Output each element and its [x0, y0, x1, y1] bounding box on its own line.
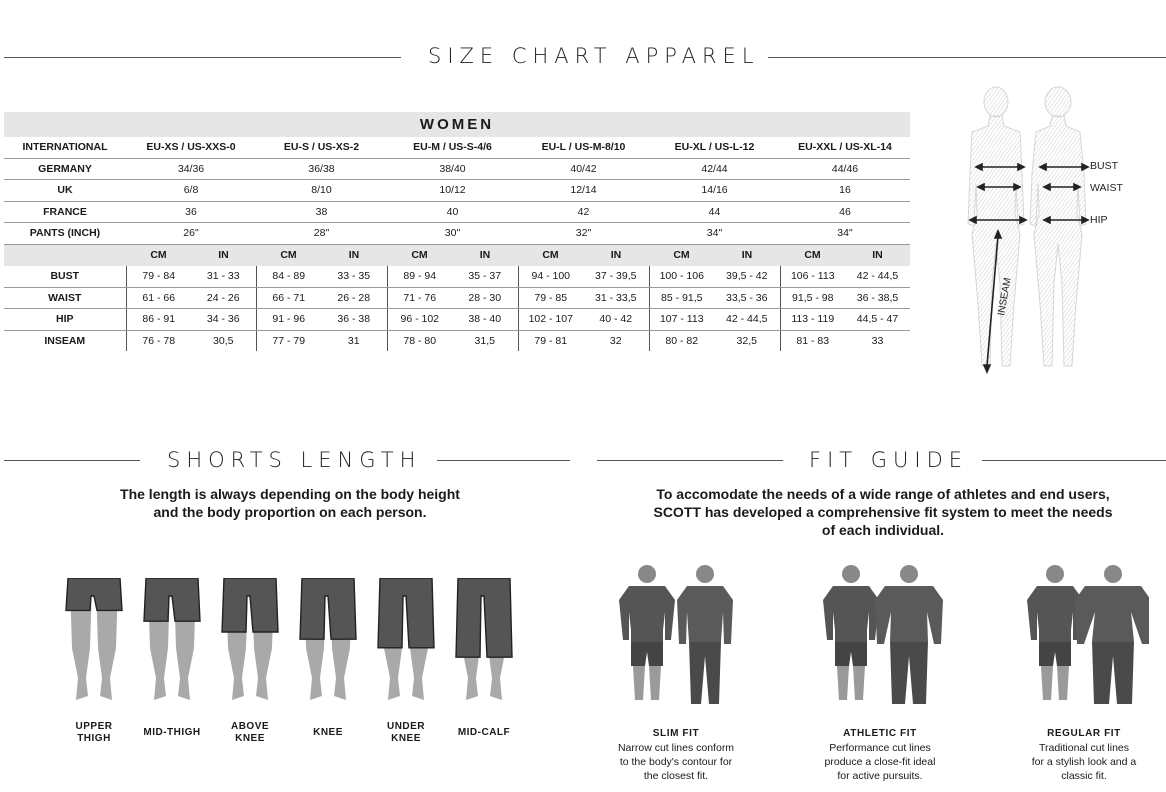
table-cell: 36: [126, 201, 256, 223]
shorts-rule-right: [437, 460, 570, 461]
shorts-length-line1: ABOVE: [230, 721, 270, 732]
measure-cell: 78 - 80: [387, 330, 452, 351]
measure-cell: 80 - 82: [649, 330, 714, 351]
table-cell: EU-XL / US-L-12: [649, 137, 780, 159]
row-label: FRANCE: [4, 201, 126, 223]
measure-cell: 31 - 33,5: [583, 287, 649, 309]
measure-cell: 71 - 76: [387, 287, 452, 309]
fit-description-line2: produce a close-fit ideal: [824, 756, 936, 768]
shorts-length-label: [438, 727, 530, 739]
measure-cell: 79 - 84: [126, 266, 191, 288]
measure-row: [4, 266, 910, 288]
measure-cell: 81 - 83: [780, 330, 845, 351]
waist-label: WAIST: [1090, 182, 1123, 194]
shorts-length-line1: MID-THIGH: [143, 727, 201, 738]
measure-cell: 113 - 119: [780, 309, 845, 331]
table-cell: 42: [518, 201, 649, 223]
table-row: [4, 223, 910, 245]
measure-cell: 86 - 91: [126, 309, 191, 331]
fit-description-line2: SCOTT has developed a comprehensive fit system to meet the needs: [653, 504, 1113, 520]
size-table: [4, 112, 910, 351]
row-label: UK: [4, 180, 126, 202]
measure-cell: 30,5: [213, 334, 234, 347]
measure-cell: 42 - 44,5: [845, 266, 910, 288]
measure-cell: 33: [871, 334, 884, 347]
fit-guide-title: FIT GUIDE: [809, 448, 969, 472]
measure-cell: 35 - 37: [452, 266, 518, 288]
body-figure-back: [1030, 87, 1086, 366]
unit-label: CM: [256, 244, 321, 266]
measure-cell: 37 - 39,5: [583, 266, 649, 288]
shorts-length-line2: THIGH: [77, 733, 111, 744]
measure-cell: 96 - 102: [387, 309, 452, 331]
shorts-shape: [144, 578, 200, 621]
fit-description-line1: Narrow cut lines conform: [617, 742, 735, 754]
fit-description: [600, 485, 1166, 539]
table-cell: EU-XS / US-XXS-0: [126, 137, 256, 159]
fit-description-line1: To accomodate the needs of a wide range of athletes and end users,: [656, 486, 1110, 502]
measure-cell: 107 - 113: [649, 309, 714, 331]
shorts-length-line1: UPPER: [75, 721, 113, 732]
title-rule-right: [768, 57, 1166, 58]
table-cell: 40/42: [518, 158, 649, 180]
fit-name: REGULAR FIT: [1047, 728, 1121, 739]
shorts-figure: [374, 578, 438, 708]
table-cell: 30": [387, 223, 518, 245]
shorts-figure: [62, 578, 126, 708]
table-row: [4, 180, 910, 202]
hip-label: HIP: [1090, 214, 1108, 226]
fit-description-line2: for a stylish look and a: [1031, 756, 1137, 768]
row-label: BUST: [4, 266, 126, 288]
measure-cell: 36 - 38,5: [845, 287, 910, 309]
fit-description-line1: Performance cut lines: [829, 742, 931, 754]
measure-row: [4, 309, 910, 331]
row-label: INSEAM: [44, 334, 86, 347]
table-cell: 6/8: [126, 180, 256, 202]
unit-label: CM: [649, 244, 714, 266]
table-cell: 38: [256, 201, 387, 223]
measure-cell: 66 - 71: [256, 287, 321, 309]
table-cell: 8/10: [256, 180, 387, 202]
women-label: WOMEN: [4, 112, 910, 137]
table-row: [4, 137, 910, 159]
fit-name: SLIM FIT: [652, 728, 700, 739]
shorts-description-line2: and the body proportion on each person.: [153, 504, 427, 520]
table-cell: EU-S / US-XS-2: [256, 137, 387, 159]
measure-cell: 36 - 38: [321, 309, 387, 331]
measure-cell: 31,5: [474, 334, 495, 347]
row-label: WAIST: [4, 287, 126, 309]
unit-label: IN: [583, 244, 649, 266]
measure-cell: 79 - 85: [518, 287, 583, 309]
fit-rule-left: [597, 460, 783, 461]
table-cell: EU-L / US-M-8/10: [518, 137, 649, 159]
fit-description-text: [1004, 741, 1164, 783]
table-cell: 28": [256, 223, 387, 245]
fit-description-line3: for active pursuits.: [837, 770, 923, 782]
shorts-figure: [218, 578, 282, 708]
shorts-rule-left: [4, 460, 140, 461]
shorts-length-line1: KNEE: [313, 727, 343, 738]
shorts-shape: [66, 578, 122, 610]
table-cell: 42/44: [649, 158, 780, 180]
fit-description-line1: Traditional cut lines: [1038, 742, 1130, 754]
table-cell: 16: [780, 180, 910, 202]
unit-label: CM: [518, 244, 583, 266]
measure-cell: 39,5 - 42: [714, 266, 780, 288]
measure-cell: 94 - 100: [518, 266, 583, 288]
table-cell: 34/36: [126, 158, 256, 180]
fit-description-line3: of each individual.: [821, 522, 945, 538]
shorts-length-line2: KNEE: [391, 733, 421, 744]
measure-cell: 89 - 94: [387, 266, 452, 288]
units-row: [4, 244, 910, 266]
measure-cell: 76 - 78: [126, 330, 191, 351]
measure-cell: 24 - 26: [191, 287, 256, 309]
shorts-shape: [456, 578, 512, 657]
measure-cell: 91 - 96: [256, 309, 321, 331]
fit-description-line2: to the body's contour for: [619, 756, 733, 768]
table-cell: 14/16: [649, 180, 780, 202]
shorts-description: [60, 485, 520, 521]
row-label: PANTS (INCH): [4, 223, 126, 245]
measure-cell: 61 - 66: [126, 287, 191, 309]
measure-cell: 33 - 35: [321, 266, 387, 288]
shorts-figure: [296, 578, 360, 708]
table-cell: EU-M / US-S-4/6: [387, 137, 518, 159]
fit-description-text: [596, 741, 756, 783]
shorts-figure: [140, 578, 204, 708]
table-cell: 10/12: [387, 180, 518, 202]
measure-cell: 91,5 - 98: [780, 287, 845, 309]
unit-label: IN: [845, 244, 910, 266]
table-cell: 26": [126, 223, 256, 245]
shorts-shape: [300, 578, 356, 639]
fit-description-line3: the closest fit.: [643, 770, 709, 782]
inseam-label: INSEAM: [996, 276, 1014, 317]
measure-cell: 32,5: [736, 334, 757, 347]
measure-cell: 106 - 113: [780, 266, 845, 288]
size-chart-title: SIZE CHART APPAREL: [428, 44, 760, 68]
table-cell: EU-XXL / US-XL-14: [780, 137, 910, 159]
measure-cell: 34 - 36: [191, 309, 256, 331]
fit-figures: [1019, 560, 1149, 710]
measure-cell: 31 - 33: [191, 266, 256, 288]
unit-label: IN: [452, 244, 518, 266]
shorts-shape: [378, 578, 434, 648]
title-rule-left: [4, 57, 401, 58]
measure-cell: 38 - 40: [452, 309, 518, 331]
measure-cell: 44,5 - 47: [845, 309, 910, 331]
table-cell: 34": [780, 223, 910, 245]
units-blank: [4, 244, 126, 266]
shorts-figure: [452, 578, 516, 708]
measure-cell: 42 - 44,5: [714, 309, 780, 331]
table-cell: 34": [649, 223, 780, 245]
fit-description-text: [800, 741, 960, 783]
fit-figures: [611, 560, 741, 710]
unit-label: CM: [126, 244, 191, 266]
table-cell: 40: [387, 201, 518, 223]
unit-label: IN: [321, 244, 387, 266]
fit-figures: [815, 560, 945, 710]
measure-cell: 26 - 28: [321, 287, 387, 309]
fit-description-line3: classic fit.: [1061, 770, 1107, 782]
measure-cell: 40 - 42: [583, 309, 649, 331]
table-cell: 44: [649, 201, 780, 223]
shorts-length-line1: UNDER: [386, 721, 426, 732]
table-section-row: [4, 112, 910, 137]
measure-cell: 100 - 106: [649, 266, 714, 288]
measure-cell: 28 - 30: [452, 287, 518, 309]
table-cell: 46: [780, 201, 910, 223]
unit-label: CM: [780, 244, 845, 266]
measure-cell: 33,5 - 36: [714, 287, 780, 309]
table-cell: 36/38: [256, 158, 387, 180]
shorts-length-line2: KNEE: [235, 733, 265, 744]
shorts-shape: [222, 578, 278, 632]
bust-label: BUST: [1090, 160, 1119, 172]
fit-name: ATHLETIC FIT: [843, 728, 917, 739]
measure-cell: 85 - 91,5: [649, 287, 714, 309]
measure-cell: 84 - 89: [256, 266, 321, 288]
unit-label: IN: [191, 244, 256, 266]
table-row: [4, 158, 910, 180]
unit-label: IN: [714, 244, 780, 266]
measure-cell: 79 - 81: [518, 330, 583, 351]
table-cell: 12/14: [518, 180, 649, 202]
shorts-description-line1: The length is always depending on the body height: [120, 486, 460, 502]
table-cell: 44/46: [780, 158, 910, 180]
row-label: HIP: [4, 309, 126, 331]
measure-cell: 31: [347, 334, 360, 347]
table-row: [4, 201, 910, 223]
measure-row: [4, 287, 910, 309]
measure-cell: 102 - 107: [518, 309, 583, 331]
row-label: INTERNATIONAL: [4, 137, 126, 159]
shorts-length-line1: MID-CALF: [457, 727, 511, 738]
fit-rule-right: [982, 460, 1166, 461]
measure-row: [4, 330, 910, 351]
body-measurement-diagram: [960, 84, 1160, 379]
table-cell: 38/40: [387, 158, 518, 180]
body-figure-front: [968, 87, 1024, 366]
measure-cell: 77 - 79: [256, 330, 321, 351]
shorts-length-title: SHORTS LENGTH: [167, 448, 422, 472]
measure-cell: 32: [609, 334, 622, 347]
table-cell: 32": [518, 223, 649, 245]
unit-label: CM: [387, 244, 452, 266]
row-label: GERMANY: [4, 158, 126, 180]
